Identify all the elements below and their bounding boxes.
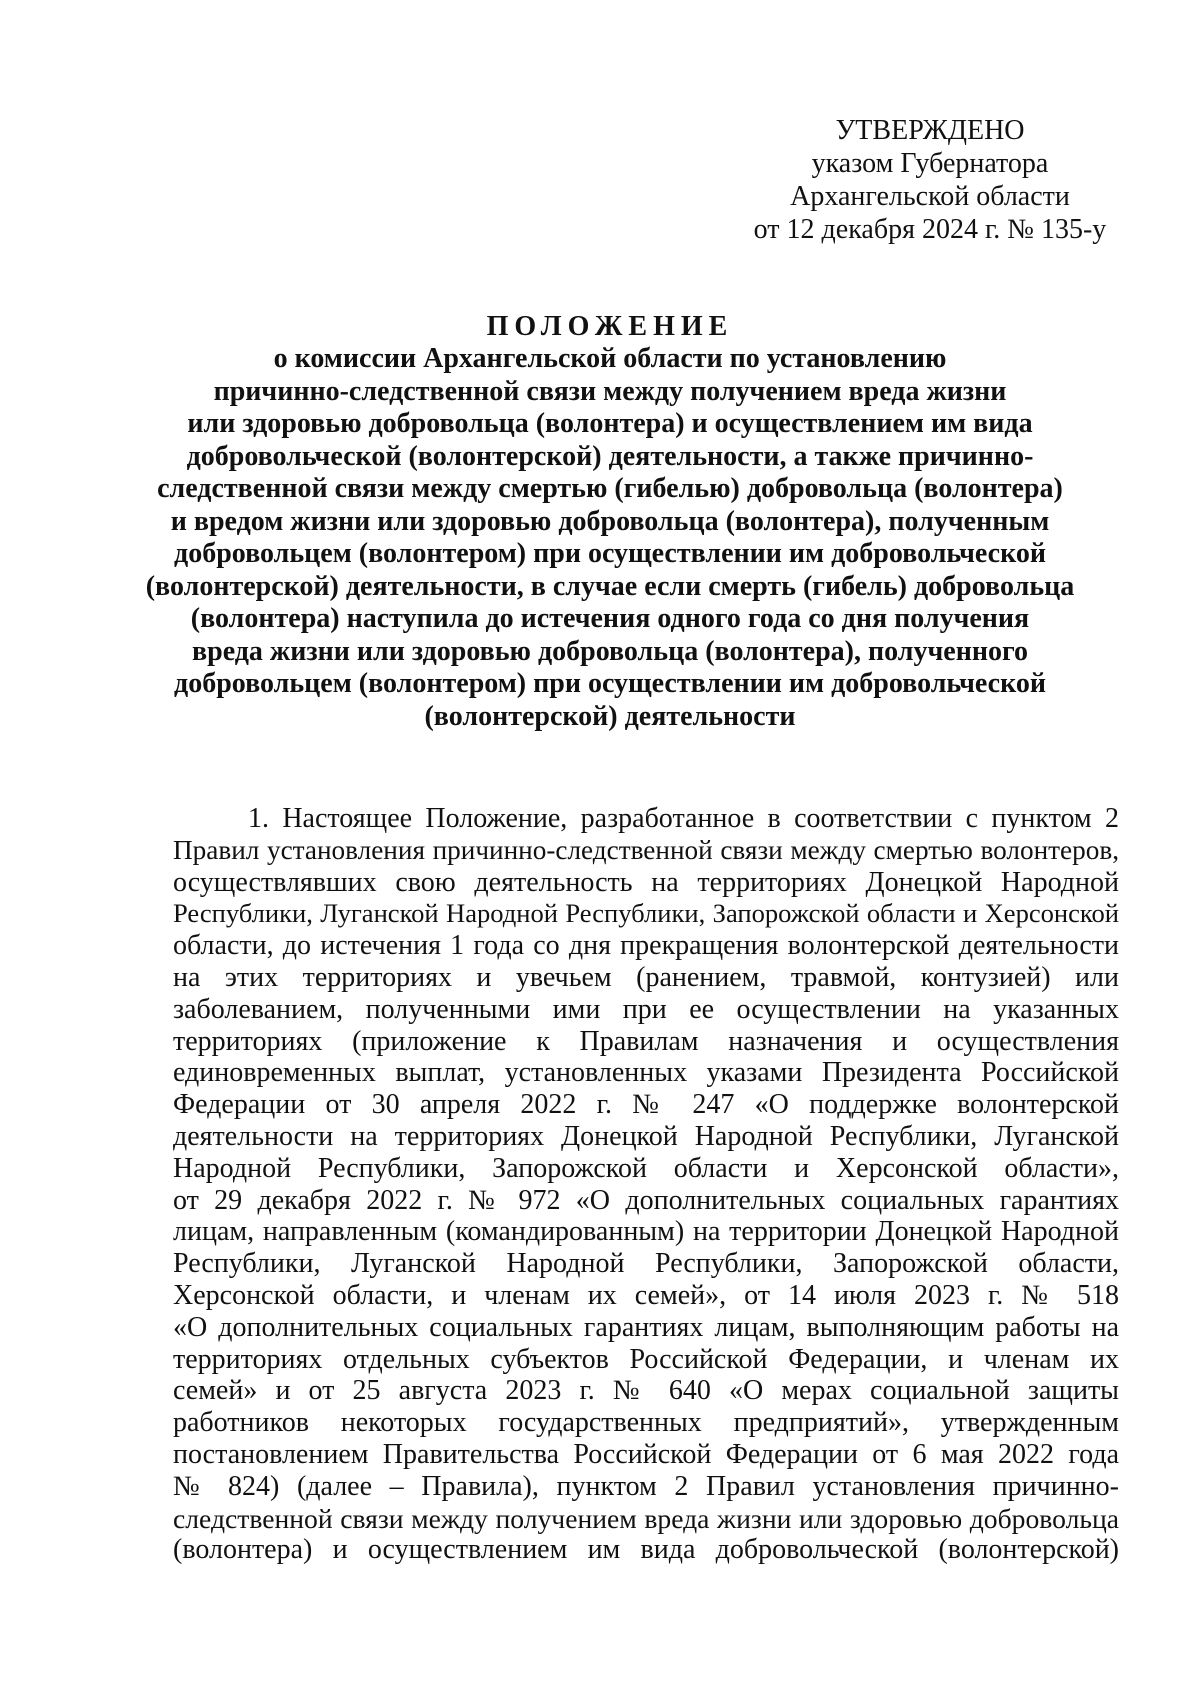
approval-line: от 12 декабря 2024 г. № 135-у	[753, 214, 1107, 245]
document-subtitle-line: следственной связи между смертью (гибелью) добровольца (волонтера)	[157, 473, 1063, 504]
document-subtitle-line: вреда жизни или здоровью добровольца (волонтера), полученного	[192, 635, 1028, 667]
paragraph-line: № 824) (далее – Правила), пунктом 2 Правил установления причинно-	[173, 1470, 1119, 1502]
paragraph-line: осуществлявших свою деятельность на территориях Донецкой Народной	[173, 866, 1119, 898]
paragraph-line: Республики, Луганской Народной Республики, Запорожской области,	[173, 1248, 1119, 1280]
paragraph-line: лицам, направленным (командированным) на территории Донецкой Народной	[173, 1216, 1119, 1248]
paragraph-line: семей» и от 25 августа 2023 г. № 640 «О мерах социальной защиты	[173, 1375, 1119, 1407]
paragraph-line: (волонтера) и осуществлением им вида добровольческой (волонтерской)	[173, 1534, 1119, 1566]
document-title-block	[110, 310, 1110, 733]
paragraph-1	[173, 803, 1119, 1566]
document-subtitle-line: (волонтерской) деятельности, в случае если смерть (гибель) добровольца	[145, 570, 1075, 602]
paragraph-line: заболеванием, полученными ими при ее осуществлении на указанных	[173, 993, 1119, 1025]
paragraph-line: Федерации от 30 апреля 2022 г. № 247 «О поддержке волонтерской	[173, 1089, 1119, 1121]
paragraph-line: Народной Республики, Запорожской области и Херсонской области»,	[173, 1152, 1119, 1184]
document-subtitle-line: (волонтерской) деятельности	[424, 700, 796, 732]
approval-line: Архангельской области	[790, 181, 1070, 212]
document-subtitle-line: и вредом жизни или здоровью добровольца (волонтера), полученным	[170, 505, 1050, 537]
paragraph-line: деятельности на территориях Донецкой Народной Республики, Луганской	[173, 1120, 1119, 1152]
document-subtitle-line: добровольцем (волонтером) при осуществлении им добровольческой	[174, 668, 1046, 699]
paragraph-line: Республики, Луганской Народной Республики, Запорожской области и Херсонской	[173, 898, 1119, 929]
paragraph-line: работников некоторых государственных предприятий», утвержденным	[173, 1407, 1119, 1439]
document-subtitle-line: добровольческой (волонтерской) деятельности, а также причинно-	[186, 440, 1034, 472]
approval-stamp-block	[700, 114, 1160, 246]
paragraph-line: территориях отдельных субъектов Российской Федерации, и членам их	[173, 1343, 1119, 1375]
paragraph-line: Херсонской области, и членам их семей», от 14 июля 2023 г. № 518	[173, 1279, 1119, 1311]
paragraph-line: от 29 декабря 2022 г. № 972 «О дополнительных социальных гарантиях	[173, 1184, 1119, 1216]
paragraph-line: на этих территориях и увечьем (ранением, травмой, контузией) или	[173, 961, 1119, 993]
paragraph-line: 1. Настоящее Положение, разработанное в соответствии с пунктом 2	[248, 803, 1119, 834]
document-subtitle-line: причинно-следственной связи между получением вреда жизни	[213, 375, 1007, 407]
paragraph-line: «О дополнительных социальных гарантиях лицам, выполняющим работы на	[173, 1311, 1119, 1343]
paragraph-line: единовременных выплат, установленных указами Президента Российской	[173, 1057, 1119, 1089]
document-subtitle-line: или здоровью добровольца (волонтера) и осуществлением им вида	[187, 408, 1033, 439]
document-heading: ПОЛОЖЕНИЕ	[486, 311, 734, 342]
document-subtitle-line: о комиссии Архангельской области по установлению	[273, 343, 947, 374]
paragraph-line: следственной связи между получением вреда жизни или здоровью добровольца	[173, 1502, 1119, 1534]
paragraph-line: территориях (приложение к Правилам назначения и осуществления	[173, 1025, 1119, 1057]
document-subtitle-line: (волонтера) наступила до истечения одного года со дня получения	[190, 603, 1030, 634]
approval-line: указом Губернатора	[811, 148, 1049, 179]
approval-line: УТВЕРЖДЕНО	[835, 115, 1025, 146]
document-subtitle-line: добровольцем (волонтером) при осуществлении им добровольческой	[174, 538, 1046, 569]
paragraph-line: Правил установления причинно-следственной связи между смертью волонтеров,	[173, 834, 1119, 865]
paragraph-line: области, до истечения 1 года со дня прекращения волонтерской деятельности	[173, 930, 1119, 962]
paragraph-line: постановлением Правительства Российской Федерации от 6 мая 2022 года	[173, 1438, 1119, 1470]
